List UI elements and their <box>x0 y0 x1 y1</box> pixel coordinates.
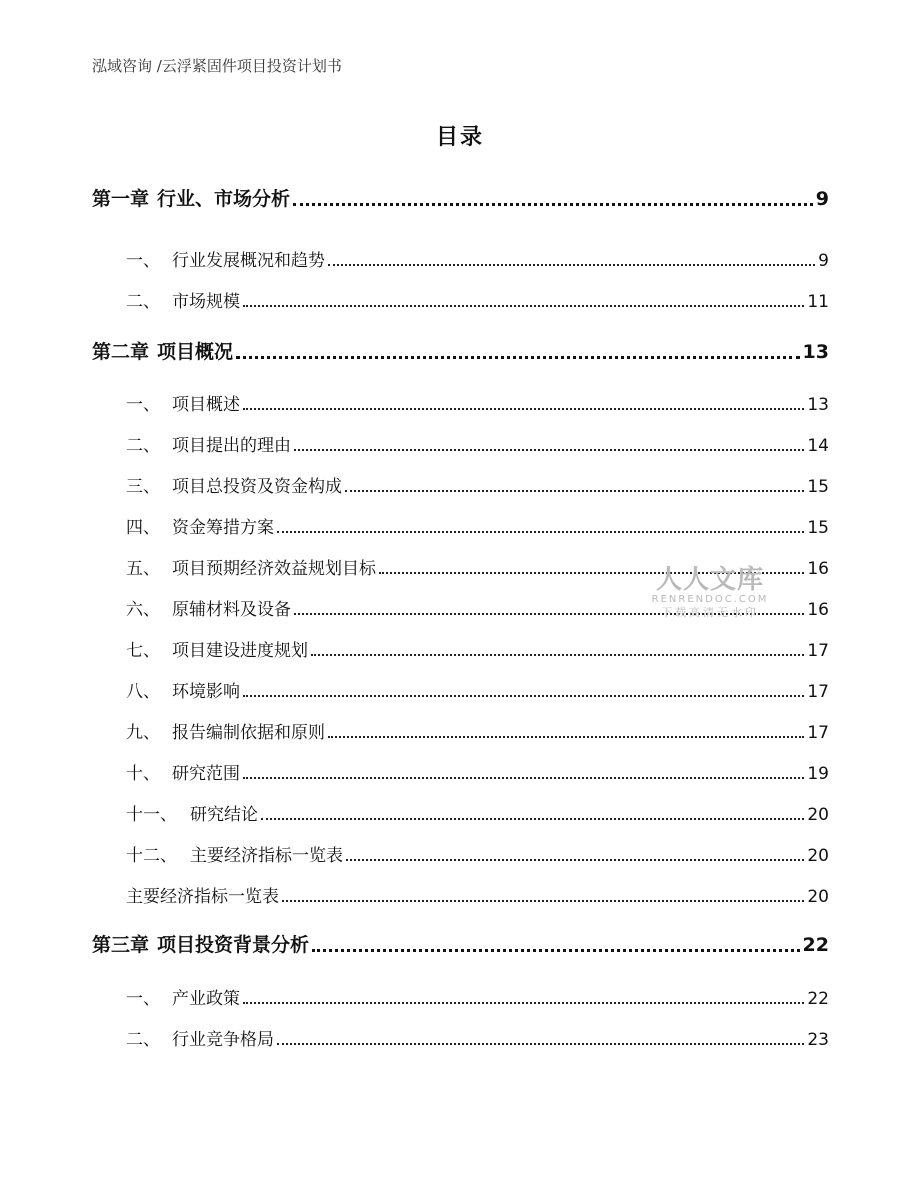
watermark-tagline: 下载高清无水印 <box>661 606 759 619</box>
toc-entry-page: 14 <box>807 436 829 456</box>
toc-title: 目录 <box>435 124 484 150</box>
toc-entry-label: 报告编制依据和原则 <box>172 723 325 743</box>
running-header: 泓域咨询 /云浮紧固件项目投资计划书 <box>92 57 342 75</box>
toc-entry-label: 行业发展概况和趋势 <box>172 251 325 271</box>
toc-entry-number: 二、 <box>126 436 160 456</box>
toc-entry-number: 十、 <box>126 764 160 784</box>
toc-entry-number: 二、 <box>126 1030 160 1050</box>
toc-entry-number: 十一、 <box>126 805 177 825</box>
toc-entry-label: 项目总投资及资金构成 <box>172 477 342 497</box>
toc-entry-label: 环境影响 <box>172 682 240 702</box>
toc-entry-label: 研究结论 <box>190 805 258 825</box>
toc-entry-page: 19 <box>807 764 829 784</box>
toc-entry-page: 16 <box>807 559 829 579</box>
toc-chapter-3[interactable] <box>92 930 829 957</box>
toc-entry-label: 项目概述 <box>172 395 240 415</box>
toc-entry-label: 项目投资背景分析 <box>157 934 310 956</box>
toc-entry-number: 一、 <box>126 989 160 1009</box>
dot-leader <box>236 346 800 359</box>
toc-entry-page: 20 <box>807 846 829 866</box>
watermark <box>648 566 772 619</box>
toc-section[interactable] <box>126 513 829 538</box>
toc-subentry[interactable] <box>126 882 829 907</box>
toc-entry-page: 13 <box>802 341 829 363</box>
toc-entry-number: 五、 <box>126 559 160 579</box>
toc-entry-number: 七、 <box>126 641 160 661</box>
toc-entry-number: 第二章 <box>92 341 150 363</box>
toc-entry-page: 20 <box>807 805 829 825</box>
toc-entry-page: 9 <box>815 188 829 210</box>
toc-entry-number: 六、 <box>126 600 160 620</box>
toc-section[interactable] <box>126 472 829 497</box>
toc-entry-label: 项目预期经济效益规划目标 <box>172 559 376 579</box>
toc-section[interactable] <box>126 984 829 1009</box>
toc-entry-page: 17 <box>807 723 829 743</box>
toc-entry-page: 20 <box>807 887 829 907</box>
toc-entry-label: 项目建设进度规划 <box>172 641 308 661</box>
toc-entry-number: 一、 <box>126 395 160 415</box>
toc-section[interactable] <box>126 636 829 661</box>
toc-entry-page: 15 <box>807 518 829 538</box>
dot-leader <box>243 296 804 307</box>
toc-section[interactable] <box>126 246 829 271</box>
toc-entry-number: 二、 <box>126 292 160 312</box>
toc-entry-label: 行业竞争格局 <box>172 1030 274 1050</box>
toc-entry-page: 11 <box>807 292 829 312</box>
dot-leader <box>277 1034 804 1045</box>
toc-entry-label: 项目概况 <box>157 341 234 363</box>
toc-entry-number: 三、 <box>126 477 160 497</box>
toc-entry-number: 九、 <box>126 723 160 743</box>
dot-leader <box>328 255 815 266</box>
toc-chapter-2[interactable] <box>92 337 829 364</box>
toc-entry-number: 一、 <box>126 251 160 271</box>
toc-section[interactable] <box>126 390 829 415</box>
dot-leader <box>293 193 813 206</box>
toc-entry-label: 原辅材料及设备 <box>172 600 291 620</box>
toc-entry-label: 资金筹措方案 <box>172 518 274 538</box>
dot-leader <box>261 809 804 820</box>
toc-section[interactable] <box>126 1025 829 1050</box>
dot-leader <box>243 686 804 697</box>
toc-entry-page: 15 <box>807 477 829 497</box>
toc-entry-number: 十二、 <box>126 846 177 866</box>
dot-leader <box>345 481 804 492</box>
dot-leader <box>282 891 804 902</box>
toc-entry-page: 17 <box>807 682 829 702</box>
toc-entry-label: 行业、市场分析 <box>157 188 291 210</box>
toc-entry-number: 第一章 <box>92 188 150 210</box>
watermark-url: RENRENDOC.COM <box>651 594 769 605</box>
toc-entry-label: 产业政策 <box>172 989 240 1009</box>
dot-leader <box>328 727 804 738</box>
toc-section[interactable] <box>126 431 829 456</box>
toc-entry-page: 17 <box>807 641 829 661</box>
dot-leader <box>311 645 804 656</box>
toc-entry-page: 22 <box>802 934 829 956</box>
toc-section[interactable] <box>126 800 829 825</box>
toc-entry-label: 研究范围 <box>172 764 240 784</box>
toc-chapter-1[interactable] <box>92 184 829 211</box>
toc-entry-page: 22 <box>807 989 829 1009</box>
dot-leader <box>346 850 804 861</box>
dot-leader <box>277 522 804 533</box>
toc-entry-page: 16 <box>807 600 829 620</box>
toc-entry-number: 四、 <box>126 518 160 538</box>
toc-entry-page: 13 <box>807 395 829 415</box>
toc-entry-number: 八、 <box>126 682 160 702</box>
toc-section[interactable] <box>126 841 829 866</box>
toc-section[interactable] <box>126 287 829 312</box>
toc-entry-label: 主要经济指标一览表 <box>126 887 279 907</box>
toc-entry-label: 市场规模 <box>172 292 240 312</box>
toc-entry-number: 第三章 <box>92 934 150 956</box>
toc-entry-label: 项目提出的理由 <box>172 436 291 456</box>
toc-entry-page: 9 <box>818 251 829 271</box>
dot-leader <box>312 939 800 952</box>
toc-section[interactable] <box>126 759 829 784</box>
toc-entry-page: 23 <box>807 1030 829 1050</box>
dot-leader <box>243 399 804 410</box>
toc-entry-label: 主要经济指标一览表 <box>190 846 343 866</box>
dot-leader <box>243 993 804 1004</box>
toc-section[interactable] <box>126 718 829 743</box>
toc-section[interactable] <box>126 677 829 702</box>
watermark-logo-text: 人人文库 <box>655 565 764 595</box>
dot-leader <box>243 768 804 779</box>
dot-leader <box>294 440 804 451</box>
